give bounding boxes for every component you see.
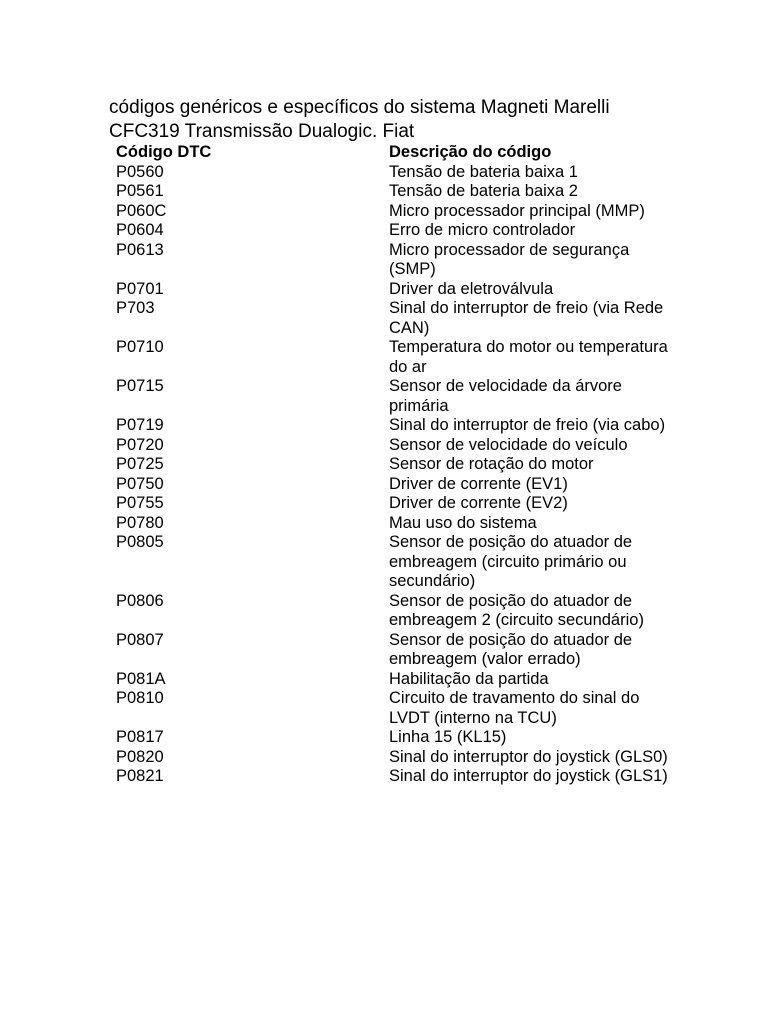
table-row xyxy=(116,475,676,495)
table-row xyxy=(116,299,676,338)
dtc-description: Driver de corrente (EV2) xyxy=(389,494,568,512)
dtc-code: P0560 xyxy=(116,162,164,181)
table-row xyxy=(116,494,676,514)
table-row xyxy=(116,728,676,748)
table-row xyxy=(116,670,676,690)
dtc-description: Mau uso do sistema xyxy=(389,513,537,532)
dtc-code: P0561 xyxy=(116,182,164,200)
dtc-description: Linha 15 (KL15) xyxy=(389,728,507,746)
table-row xyxy=(116,221,676,241)
dtc-description: Driver de corrente (EV1) xyxy=(389,474,568,493)
dtc-code: P0805 xyxy=(116,533,164,551)
table-row xyxy=(116,202,676,222)
table-row xyxy=(116,689,676,728)
dtc-description: Sensor de velocidade da árvore primária xyxy=(389,377,622,415)
table-row xyxy=(116,338,676,377)
dtc-code: P0807 xyxy=(116,630,164,649)
table-row xyxy=(116,182,676,202)
table-row xyxy=(116,631,676,670)
dtc-code: P0604 xyxy=(116,221,164,239)
dtc-description: Sensor de velocidade do veículo xyxy=(389,435,628,454)
dtc-code: P081A xyxy=(116,669,166,688)
dtc-description: Sensor de rotação do motor xyxy=(389,455,594,473)
dtc-code: P0725 xyxy=(116,455,164,473)
table-row xyxy=(116,436,676,456)
dtc-code: P0720 xyxy=(116,435,164,454)
dtc-description: Sensor de posição do atuador de embreagem (circuito primário ou secundário) xyxy=(389,533,633,590)
header-description: Descrição do código xyxy=(389,143,552,161)
dtc-code: P0701 xyxy=(116,279,164,298)
dtc-code: P060C xyxy=(116,201,167,220)
dtc-description: Tensão de bateria baixa 2 xyxy=(389,182,578,200)
table-row xyxy=(116,533,676,592)
table-row xyxy=(116,377,676,416)
table-header-row xyxy=(116,143,676,163)
dtc-description: Micro processador principal (MMP) xyxy=(389,201,645,220)
table-row xyxy=(116,455,676,475)
dtc-description: Temperatura do motor ou temperatura do ar xyxy=(389,338,668,376)
dtc-description: Tensão de bateria baixa 1 xyxy=(389,162,578,181)
dtc-code: P0755 xyxy=(116,494,164,512)
dtc-code: P0750 xyxy=(116,474,164,493)
table-row xyxy=(116,514,676,534)
dtc-description: Erro de micro controlador xyxy=(389,221,576,239)
table-row xyxy=(116,280,676,300)
table-row xyxy=(116,241,676,280)
dtc-description: Sensor de posição do atuador de embreagem 2 (circuito secundário) xyxy=(389,591,644,629)
dtc-code: P0710 xyxy=(116,338,164,356)
header-code: Código DTC xyxy=(116,143,212,161)
dtc-code: P0715 xyxy=(116,377,164,395)
dtc-code: P0817 xyxy=(116,728,164,746)
table-row xyxy=(116,767,676,787)
dtc-table xyxy=(116,143,676,787)
dtc-description: Sinal do interruptor do joystick (GLS1) xyxy=(389,767,668,785)
dtc-description: Sinal do interruptor de freio (via cabo) xyxy=(389,416,666,434)
dtc-code: P0810 xyxy=(116,689,164,707)
dtc-code: P0806 xyxy=(116,591,164,610)
dtc-code: P0719 xyxy=(116,416,164,434)
dtc-description: Habilitação da partida xyxy=(389,669,549,688)
dtc-code: P0780 xyxy=(116,513,164,532)
document-title: códigos genéricos e específicos do sistema Magneti Marelli CFC319 Transmissão Dualogic. Fiat xyxy=(109,97,610,142)
dtc-code: P703 xyxy=(116,299,155,317)
table-row xyxy=(116,592,676,631)
table-body xyxy=(116,163,676,787)
dtc-description: Micro processador de segurança (SMP) xyxy=(389,240,630,278)
dtc-code: P0821 xyxy=(116,767,164,785)
dtc-description: Sinal do interruptor do joystick (GLS0) xyxy=(389,747,668,766)
dtc-description: Circuito de travamento do sinal do LVDT (interno na TCU) xyxy=(389,689,640,727)
dtc-description: Sensor de posição do atuador de embreagem (valor errado) xyxy=(389,630,633,668)
dtc-code: P0820 xyxy=(116,747,164,766)
dtc-code: P0613 xyxy=(116,240,164,259)
table-row xyxy=(116,748,676,768)
table-row xyxy=(116,163,676,183)
dtc-description: Driver da eletroválvula xyxy=(389,279,554,298)
dtc-description: Sinal do interruptor de freio (via Rede CAN) xyxy=(389,299,664,337)
table-row xyxy=(116,416,676,436)
